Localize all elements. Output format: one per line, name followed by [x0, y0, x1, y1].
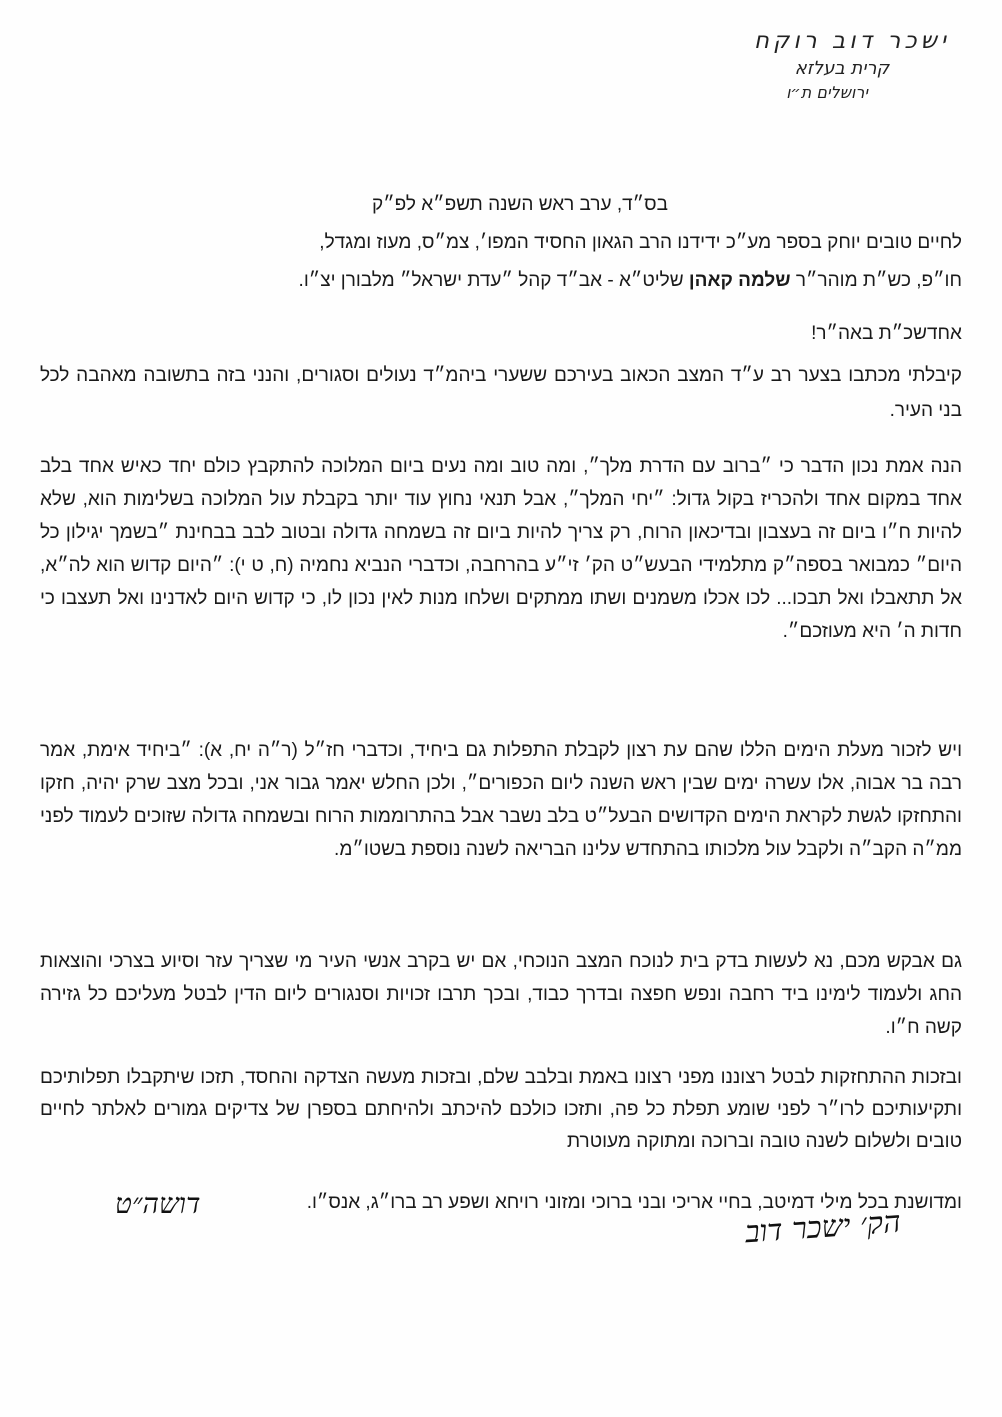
handwritten-greeting: דושה״ט: [115, 1187, 201, 1220]
date-text: בס״ד, ערב ראש השנה תשפ״א לפ״ק: [372, 194, 668, 215]
closing-line: ומדושנת בכל מילי דמיטב, בחיי אריכי ובני ברוכי ומזוני רויחא ושפע רב ברו״ג, אנס״ו.: [306, 1192, 962, 1213]
addressee-line-1: לחיים טובים יוחק בספר מע״כ ידידנו הרב הגאון החסיד המפו׳, צמ״ס, מעוז ומגדל,: [319, 232, 962, 253]
letterhead-name: ישכר דוב רוקח: [754, 28, 950, 54]
paragraph-3: ויש לזכור מעלת הימים הללו שהם עת רצון לקבלת התפלות גם ביחיד, וכדברי חז״ל (ר״ה יח, א): ״ביחיד אימת, אמר רבה בר אבוה, אלו עשרה ימים שבין ראש השנה ליום הכפורים״, ולכן החלש יאמר גבור אני, ובכל מצב שרק יהיה, חזקו והתחזקו לגשת לקראת הימים הקדושים הבעל״ט בלב נשבר אבל בהתרוממות הרוח ובשמחה גדולה שזוכים לעמוד לפני ממ״ה הקב״ה ולקבל עול מלכותו בהתחדש עלינו הבריאה לשנה נוספת בשטו״מ.: [40, 740, 962, 860]
handwritten-signature: הק׳ ישכר דוב: [743, 1204, 902, 1251]
paragraph-5: ובזכות ההתחזקות לבטל רצוננו מפני רצונו באמת ובלבב שלם, ובזכות מעשה הצדקה והחסד, תזכו שיתקבלו תפלותיכם ותקיעותיכם לרו״ר לפני שומע תפלת כל פה, ותזכו כולכם להיכתב ולהיחתם בספרן של צדיקים גמורים לאלתר לחיים טובים ולשלום לשנה טובה וברוכה ומתוקה מעוטרת: [40, 1067, 962, 1152]
letterhead-city: ירושלים ת״ו: [786, 83, 868, 102]
addressee-line-2: [40, 262, 962, 300]
dateline: [372, 194, 972, 216]
addressee-block: [40, 224, 962, 300]
paragraph-2: הנה אמת נכון הדבר כי ״ברוב עם הדרת מלך״, ומה טוב ומה נעים ביום המלוכה להתקבץ כולם יחד כאיש אחד בלב אחד במקום אחד ולהכריז בקול גדול: ״יחי המלך״, אבל תנאי נחוץ עוד יותר בקבלת עול המלוכה בשלימות הוא, שלא להיות ח״ו ביום זה בעצבון ובדיכאון הרוח, רק צריך להיות ביום זה בשמחה גדולה ובטוב לבב בבחינת ״בשמך יגילון כל היום״ כמבואר בספה״ק מתלמידי הבעש״ט הק׳ זי״ע בהרחבה, וכדברי הנביא נחמיה (ח, ט י): ״היום קדוש הוא לה״א, אל תתאבלו ואל תבכו... לכו אכלו משמנים ושתו ממתקים ושלחו מנות לאין נכון לו, כי קדוש היום לאדנינו ואל תעצבו כי חדות ה׳ היא מעוזכם״.: [40, 456, 962, 642]
paragraph-1: קיבלתי מכתבו בצער רב ע״ד המצב הכאוב בעירכם ששערי ביהמ״ד נעולים וסגורים, והנני בזה בתשובה מאהבה לכל בני העיר.: [40, 365, 962, 421]
letterhead-location: קרית בעלזא: [794, 58, 890, 79]
letterhead: [722, 28, 962, 102]
addressee-suffix: שליט״א - אב״ד קהל ״עדת ישראל״ מלבורן יצ״ו.: [298, 270, 689, 291]
addressee-prefix: חו״פ, כש״ת מוהר״ר: [790, 270, 962, 291]
salutation: אחדשכ״ת באה״ר!: [811, 323, 962, 344]
paragraph-4: גם אבקש מכם, נא לעשות בדק בית לנוכח המצב הנוכחי, אם יש בקרב אנשי העיר מי שצריך עזר וסיוע בצרכי והוצאות החג ולעמוד לימינו ביד רחבה ונפש חפצה ובדרך כבוד, ובכך תרבו זכויות וסנגורים ליום הדין לבטל מעליכם כל גזירה קשה ח״ו.: [40, 951, 962, 1038]
addressee-name: שלמה קאהן: [688, 270, 791, 291]
